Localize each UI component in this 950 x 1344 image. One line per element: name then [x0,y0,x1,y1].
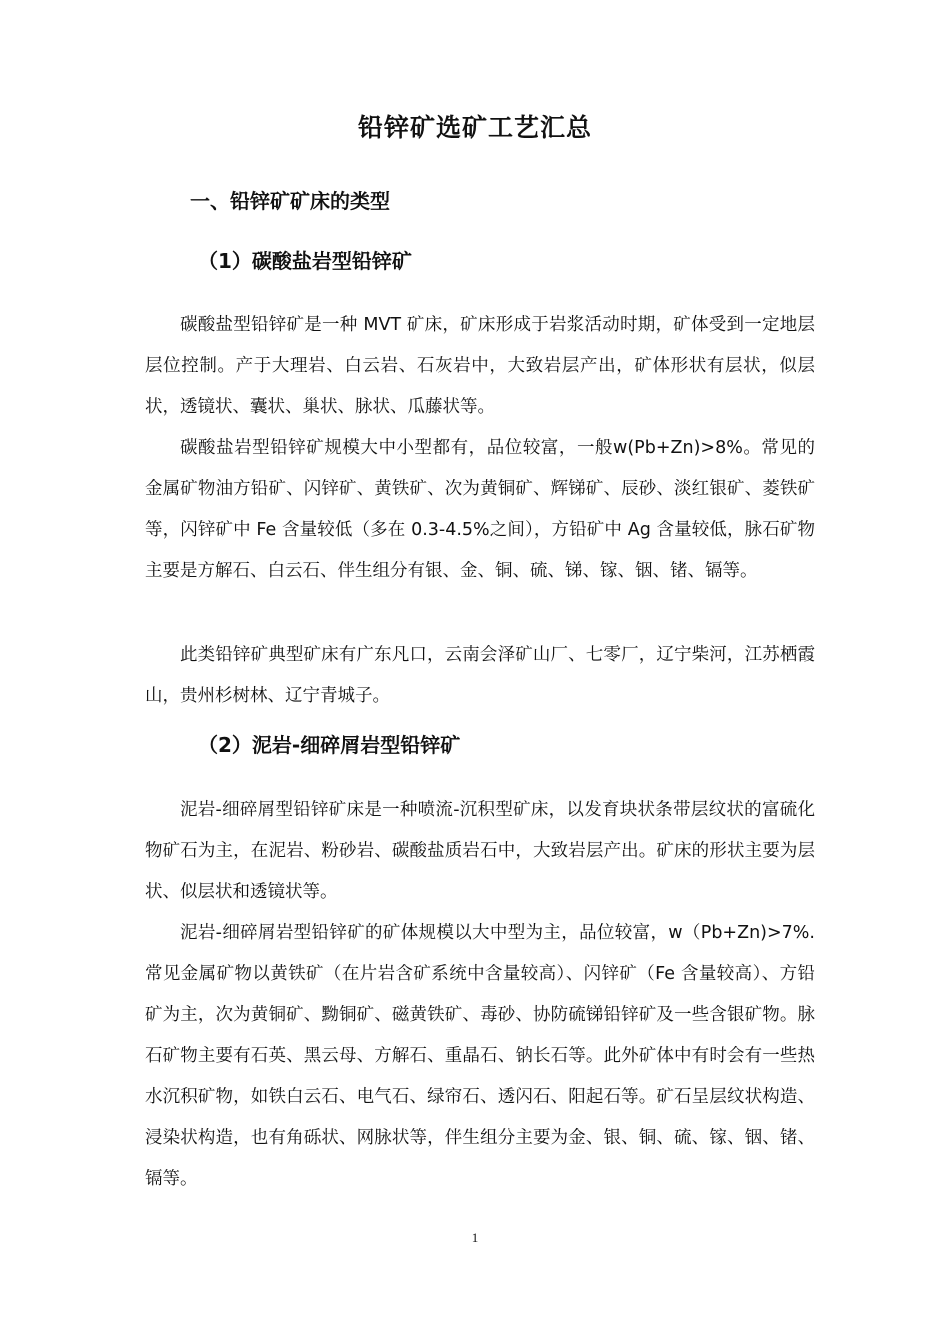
paragraph-mudstone-intro: 泥岩-细碎屑型铅锌矿床是一种喷流-沉积型矿床，以发育块状条带层纹状的富硫化物矿石为主，在泥岩、粉砂岩、碳酸盐质岩石中，大致岩层产出。矿床的形状主要为层状、似层状和透镜状等。 [145,800,815,902]
section-heading-types: 一、铅锌矿矿床的类型 [190,189,390,213]
subsection-heading-mudstone: （2）泥岩-细碎屑岩型铅锌矿 [198,733,461,757]
paragraph-mudstone-minerals: 泥岩-细碎屑岩型铅锌矿的矿体规模以大中型为主，品位较富，w（Pb+Zn)>7%. 常见金属矿物以黄铁矿（在片岩含矿系统中含量较高）、闪锌矿（Fe 含量较高）、方铅矿为主，次为黄铜矿、黝铜矿、磁黄铁矿、毒砂、协防硫锑铅锌矿及一些含银矿物。脉石矿物主要有石英、黑云母、方解石、重晶石、钠长石等。此外矿体中有时会有一些热水沉积矿物，如铁白云石、电气石、绿帘石、透闪石、阳起石等。矿石呈层纹状构造、浸染状构造，也有角砾状、网脉状等，伴生组分主要为金、银、铜、硫、镓、铟、锗、镉等。 [145,923,815,1189]
subsection-heading-carbonate: （1）碳酸盐岩型铅锌矿 [198,249,412,273]
document-title: 铅锌矿选矿工艺汇总 [357,113,592,142]
page-number: 1 [471,1230,479,1245]
paragraph-carbonate-examples: 此类铅锌矿典型矿床有广东凡口，云南会泽矿山厂、七零厂，辽宁柴河，江苏栖霞山，贵州杉树林、辽宁青城子。 [145,645,815,706]
paragraph-carbonate-minerals: 碳酸盐岩型铅锌矿规模大中小型都有，品位较富，一般w(Pb+Zn)>8%。常见的金属矿物油方铅矿、闪锌矿、黄铁矿、次为黄铜矿、辉锑矿、辰砂、淡红银矿、菱铁矿等，闪锌矿中 Fe 含量较低（多在 0.3-4.5%之间），方铅矿中 Ag 含量较低，脉石矿物主要是方解石、白云石、伴生组分有银、金、铜、硫、锑、镓、铟、锗、镉等。 [145,438,815,581]
paragraph-carbonate-intro: 碳酸盐型铅锌矿是一种 MVT 矿床，矿床形成于岩浆活动时期，矿体受到一定地层层位控制。产于大理岩、白云岩、石灰岩中，大致岩层产出，矿体形状有层状，似层状，透镜状、囊状、巢状、脉状、瓜藤状等。 [145,315,815,417]
